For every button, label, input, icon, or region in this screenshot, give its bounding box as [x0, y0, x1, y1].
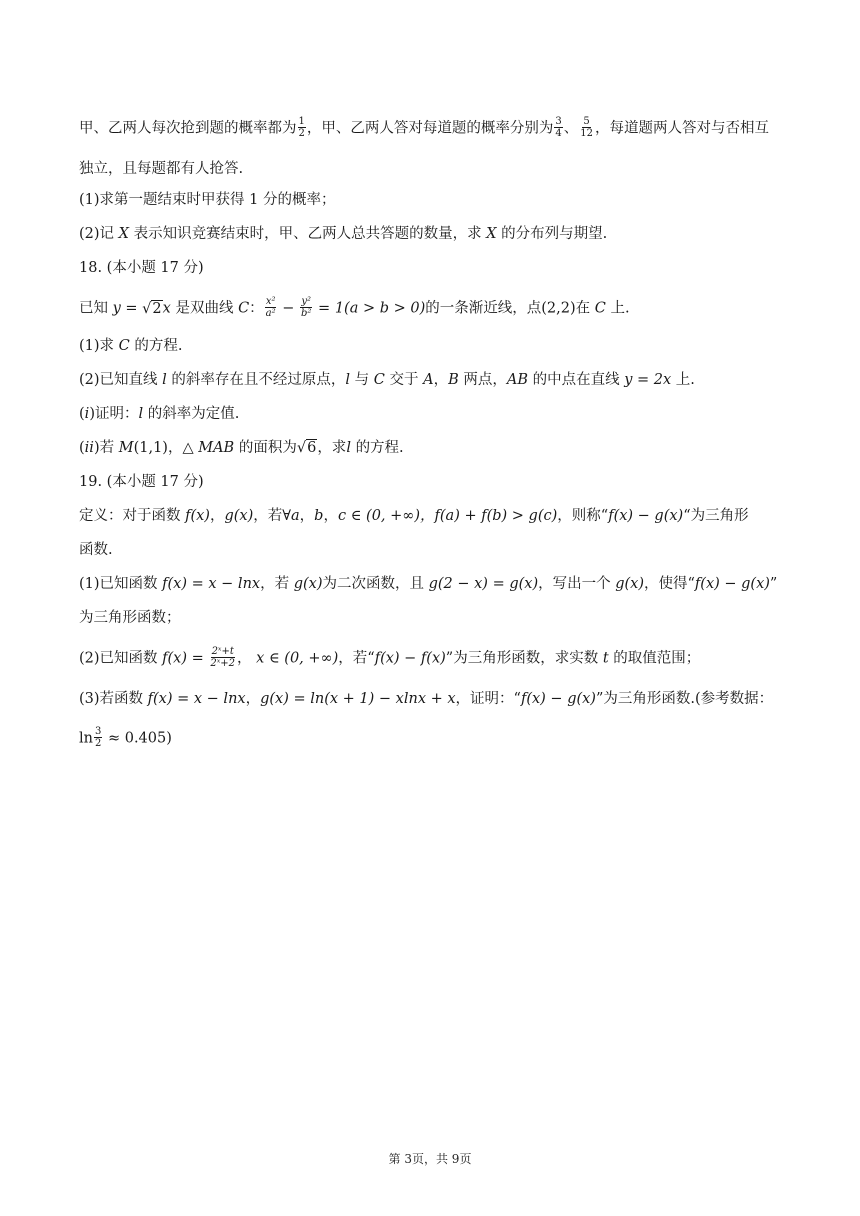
p19-q2: (2)已知函数 f(x) = $\frac{\text{2ˣ+t}}{\text{2ˣ+2}}$ ， x ∈ (0, +∞)，若“f(x) − f(x)”为三角形函数，求实数 t 的取值范围；: [79, 646, 701, 669]
text: 甲、乙两人每次抢到题的概率都为: [79, 120, 297, 137]
p18-qii: (ii)若 M(1,1)，△ MAB 的面积为√6，求l 的方程.: [79, 440, 404, 456]
fraction: $\frac{1}{2}$: [298, 116, 305, 139]
p19-q1: (1)已知函数 f(x) = x − lnx，若 g(x)为二次函数，且 g(2 − x) = g(x)，写出一个 g(x)，使得“f(x) − g(x)”: [79, 576, 778, 592]
fraction: $\frac{5}{12}$: [580, 116, 593, 139]
p19-def: 定义：对于函数 f(x)，g(x)，若∀a，b，c ∈ (0, +∞)，f(a) + f(b) > g(c)，则称“f(x) − g(x)“为三角形: [79, 508, 749, 524]
p19-def-line2: 函数.: [79, 542, 113, 558]
p19-q3-ref: ln $\frac{3}{2}$ ≈ 0.405): [79, 726, 172, 749]
fraction: $\frac{\text{y²}}{\text{b²}}$: [301, 296, 312, 319]
p18-qi: (i)证明：l 的斜率为定值.: [79, 406, 240, 422]
text: ，每道题两人答对与否相互: [594, 120, 769, 137]
p19-q1-line2: 为三角形函数；: [79, 610, 181, 626]
sqrt: √2: [142, 300, 162, 317]
p17-q2: (2)记 X 表示知识竞赛结束时，甲、乙两人总共答题的数量，求 X 的分布列与期望.: [79, 226, 608, 242]
p17-line1: 甲、乙两人每次抢到题的概率都为 $\frac{1}{2}$ ，甲、乙两人答对每道题的概率分别为 $\frac{3}{4}$ 、 $\frac{5}{12}$ ，每道题两人答对与否相互: [79, 116, 769, 139]
p18-q1: (1)求 C 的方程.: [79, 338, 183, 354]
p18-stem: 已知 y = √2x 是双曲线 C： $\frac{\text{x²}}{\text{a²}}$ − $\frac{\text{y²}}{\text{b²}}$ = 1(a > b > 0)的一条渐近线，点(2,2)在 C 上.: [79, 296, 630, 319]
p19-header: 19. (本小题 17 分): [79, 474, 204, 490]
fraction: $\frac{3}{4}$: [555, 116, 562, 139]
p17-line2: 独立，且每题都有人抢答.: [79, 161, 244, 177]
fraction: $\frac{\text{x²}}{\text{a²}}$: [265, 296, 276, 319]
fraction: $\frac{\text{2ˣ+t}}{\text{2ˣ+2}}$: [210, 646, 236, 669]
sqrt: √6: [296, 440, 317, 456]
p18-header: 18. (本小题 17 分): [79, 260, 204, 276]
fraction: $\frac{3}{2}$: [94, 726, 102, 749]
page-footer: 第 3页，共 9页: [388, 1152, 472, 1166]
p17-q1: (1)求第一题结束时甲获得 1 分的概率；: [79, 192, 336, 208]
text: ，甲、乙两人答对每道题的概率分别为: [306, 120, 554, 137]
p18-q2: (2)已知直线 l 的斜率存在且不经过原点，l 与 C 交于 A，B 两点，AB 的中点在直线 y = 2x 上.: [79, 372, 695, 388]
p19-q3: (3)若函数 f(x) = x − lnx，g(x) = ln(x + 1) − xlnx + x，证明：“f(x) − g(x)”为三角形函数.(参考数据：: [79, 691, 774, 707]
